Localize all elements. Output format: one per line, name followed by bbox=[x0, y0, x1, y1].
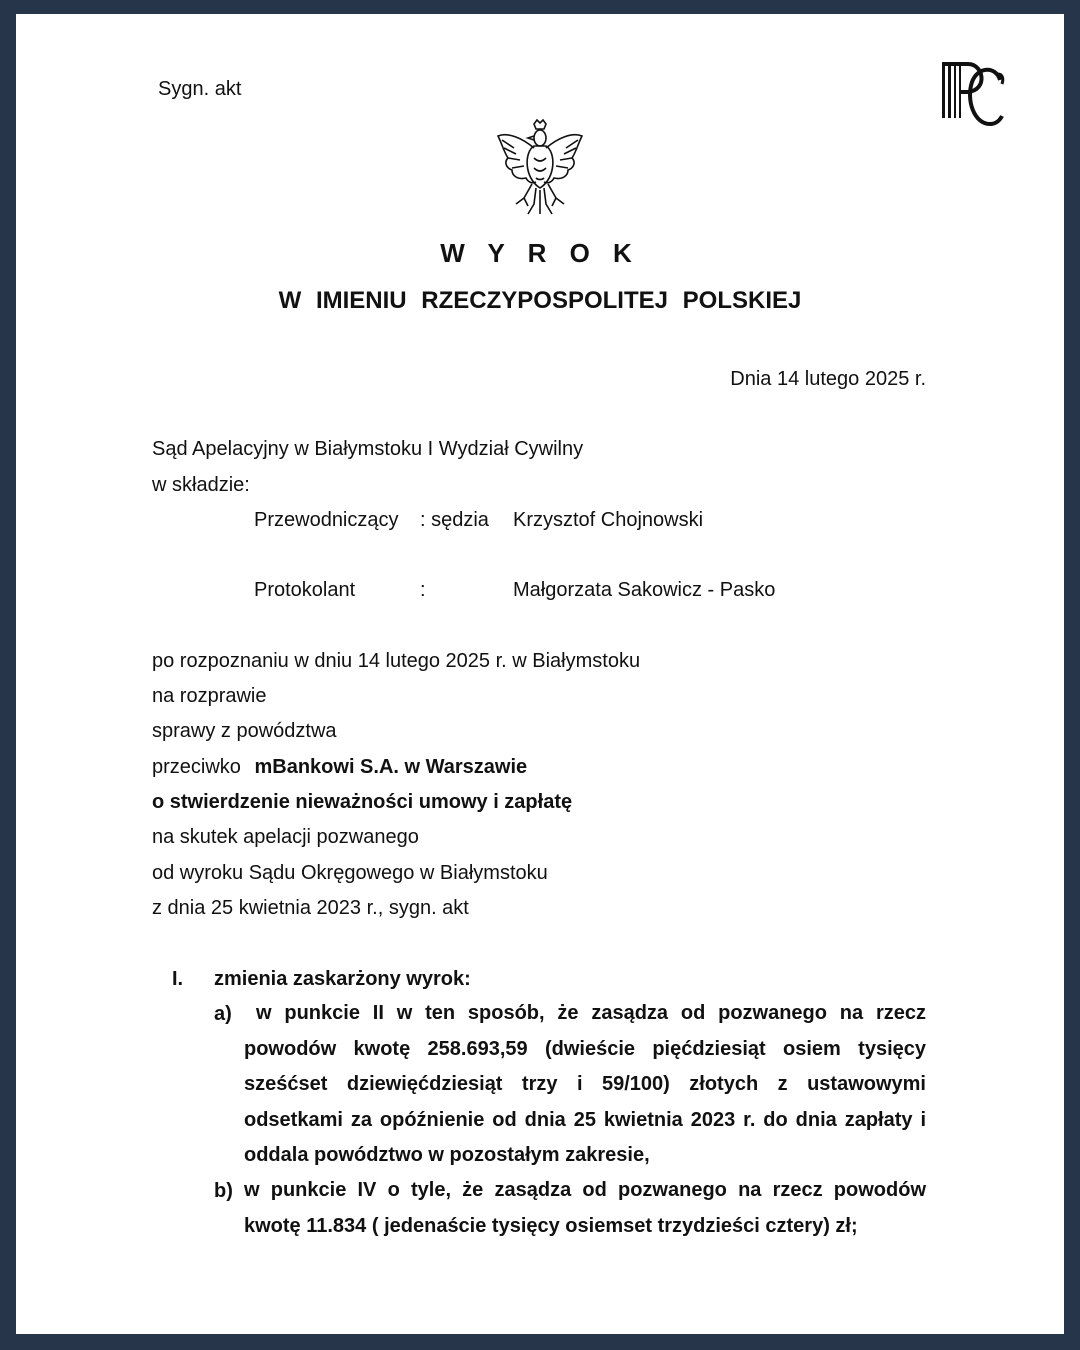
case-line-against bbox=[152, 756, 527, 779]
case-line-lower-court: od wyroku Sądu Okręgowego w Białymstoku bbox=[152, 862, 548, 884]
rc-monogram-logo-icon bbox=[938, 60, 1008, 128]
ruling-numeral: I. bbox=[172, 968, 184, 990]
document-title: W Y R O K bbox=[440, 238, 640, 268]
polish-eagle-emblem-icon bbox=[494, 118, 586, 218]
document-page bbox=[16, 14, 1064, 1334]
composition-label: w składzie: bbox=[152, 474, 250, 496]
ruling-item-b-text: w punkcie IV o tyle, że zasądza od pozwanego na rzecz powodów kwotę 11.834 ( jedenaście tysięcy osiemset trzydzieści cztery) zł; bbox=[244, 1179, 926, 1237]
ruling-item-a-letter: a) bbox=[214, 1003, 232, 1025]
ruling-heading: zmienia zaskarżony wyrok: bbox=[214, 968, 471, 990]
presiding-title: : sędzia bbox=[420, 509, 489, 531]
against-prefix: przeciwko bbox=[152, 756, 241, 778]
case-line-appeal: na skutek apelacji pozwanego bbox=[152, 826, 419, 848]
clerk-name: Małgorzata Sakowicz - Pasko bbox=[513, 579, 776, 601]
presiding-role: Przewodniczący bbox=[254, 509, 399, 531]
judgment-date: Dnia 14 lutego 2025 r. bbox=[730, 368, 926, 390]
court-name: Sąd Apelacyjny w Białymstoku I Wydział Cywilny bbox=[152, 438, 584, 460]
case-line-trial: na rozprawie bbox=[152, 685, 267, 707]
case-line-lower-date: z dnia 25 kwietnia 2023 r., sygn. akt bbox=[152, 897, 469, 919]
case-signature-label: Sygn. akt bbox=[158, 78, 242, 100]
document-subtitle: W IMIENIU RZECZYPOSPOLITEJ POLSKIEJ bbox=[278, 287, 802, 314]
ruling-item-a-text: w punkcie II w ten sposób, że zasądza od pozwanego na rzecz powodów kwotę 258.693,59 (dwieście pięćdziesiąt osiem tysięcy sześćset dziewięćdziesiąt trzy i 59/100) złotych z ustawowymi odsetkami za opóźnienie od dnia 25 kwietnia 2023 r. do dnia zapłaty i oddala powództwo w pozostałym zakresie, bbox=[244, 1002, 926, 1166]
case-line-subject: o stwierdzenie nieważności umowy i zapłatę bbox=[152, 791, 573, 813]
defendant-name: mBankowi S.A. w Warszawie bbox=[254, 756, 528, 778]
presiding-judge-name: Krzysztof Chojnowski bbox=[513, 509, 704, 531]
clerk-role: Protokolant bbox=[254, 579, 356, 601]
clerk-colon: : bbox=[420, 579, 426, 601]
case-line-hearing: po rozpoznaniu w dniu 14 lutego 2025 r. w Białymstoku bbox=[152, 650, 641, 672]
ruling-item-b-letter: b) bbox=[214, 1180, 233, 1202]
case-line-claim: sprawy z powództwa bbox=[152, 720, 337, 742]
